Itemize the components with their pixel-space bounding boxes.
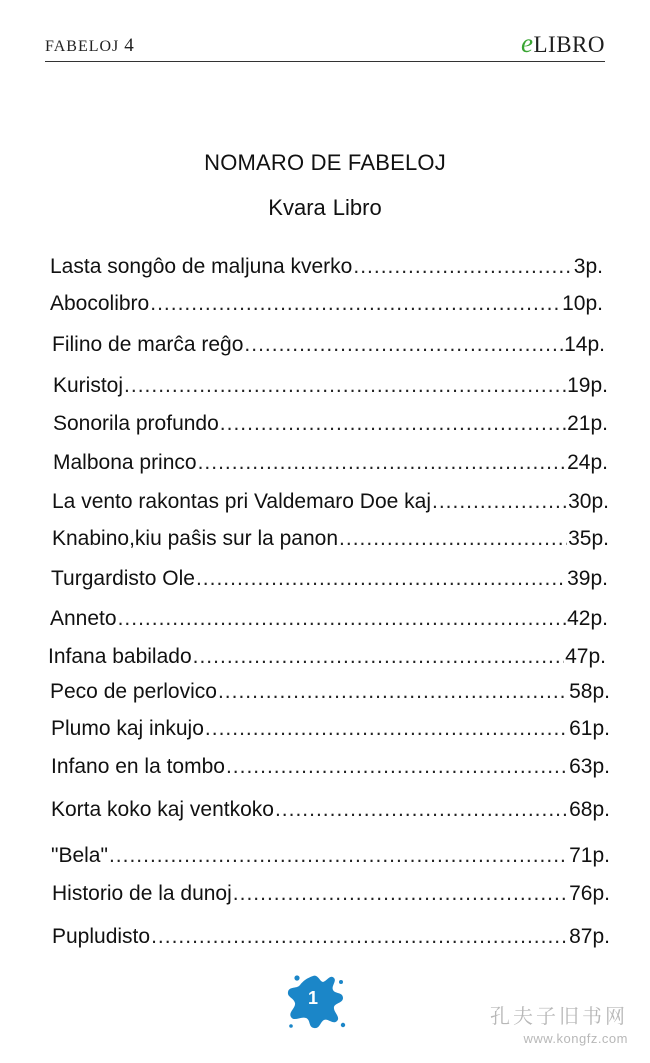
page-title: NOMARO DE FABELOJ — [204, 150, 446, 175]
subtitle-part-2: Libro — [332, 195, 382, 220]
toc-entry-title: La vento rakontas pri Valdemaro Doe kaj — [52, 490, 431, 513]
toc-entry[interactable] — [48, 644, 606, 670]
toc-entry[interactable] — [51, 843, 610, 869]
toc-entry[interactable] — [51, 754, 610, 780]
dot-leader — [198, 450, 567, 476]
toc-entry-title: Plumo kaj inkujo — [51, 717, 204, 740]
dot-leader — [233, 881, 568, 907]
toc-entry-title: Korta koko kaj ventkoko — [51, 798, 274, 821]
toc-entry[interactable] — [50, 291, 603, 317]
page-number-badge — [286, 970, 346, 1030]
toc-entry[interactable] — [53, 373, 608, 399]
toc-entry-page: 76p. — [569, 882, 610, 905]
toc-entry-page: 47p. — [565, 645, 606, 668]
toc-entry[interactable] — [52, 489, 609, 515]
toc-entry-title: Sonorila profundo — [53, 412, 219, 435]
dot-leader — [275, 797, 568, 823]
toc-entry[interactable] — [50, 679, 610, 705]
logo-text: LIBRO — [533, 32, 605, 57]
dot-leader — [244, 332, 563, 358]
toc-entry-title: Historio de la dunoj — [52, 882, 232, 905]
toc-entry[interactable] — [52, 332, 605, 358]
dot-leader — [339, 526, 567, 552]
dot-leader — [150, 291, 561, 317]
dot-leader — [193, 644, 564, 670]
toc-entry[interactable] — [52, 881, 610, 907]
toc-entry-page: 87p. — [569, 925, 610, 948]
series-label — [45, 35, 134, 57]
toc-entry-page: 3p. — [573, 255, 603, 278]
toc-entry-page: 71p. — [569, 844, 610, 867]
dot-leader — [151, 924, 568, 950]
toc-entry-page: 63p. — [569, 755, 610, 778]
toc-entry-title: Lasta songôo de maljuna kverko — [50, 255, 353, 278]
dot-leader — [220, 411, 566, 437]
toc-entry-page: 61p. — [569, 717, 610, 740]
toc-entry-title: "Bela" — [51, 844, 108, 867]
toc-entry-title: Turgardisto Ole — [51, 567, 195, 590]
toc-entry[interactable] — [52, 924, 610, 950]
toc-entry-title: Malbona princo — [53, 451, 197, 474]
toc-entry[interactable] — [50, 254, 603, 280]
toc-entry[interactable] — [51, 566, 608, 592]
toc-entry-page: 14p. — [564, 333, 605, 356]
watermark — [483, 1000, 628, 1046]
toc-entry-title: Filino de marĉa reĝo — [52, 333, 244, 356]
toc-entry-page: 58p. — [569, 680, 610, 703]
toc-entry-title: Pupludisto — [52, 925, 151, 948]
dot-leader — [226, 754, 568, 780]
dot-leader — [196, 566, 566, 592]
toc-entry[interactable] — [53, 411, 608, 437]
toc-entry-page: 30p. — [568, 490, 609, 513]
toc-entry-title: Infana babilado — [48, 645, 192, 668]
toc-entry-page: 39p. — [567, 567, 608, 590]
watermark-url: www.kongfz.com — [523, 1031, 628, 1046]
watermark-chinese: 孔夫子旧书网 — [490, 1004, 628, 1028]
toc-entry-page: 42p. — [567, 607, 608, 630]
toc-entry-title: Peco de perlovico — [50, 680, 217, 703]
dot-leader — [353, 254, 572, 280]
logo-e: e — [521, 28, 534, 58]
toc-entry-page: 21p. — [567, 412, 608, 435]
dot-leader — [205, 716, 568, 742]
toc-entry[interactable] — [51, 716, 610, 742]
dot-leader — [218, 679, 568, 705]
toc-entry-title: Infano en la tombo — [51, 755, 225, 778]
toc-entry-page: 68p. — [569, 798, 610, 821]
toc-entry-page: 10p. — [562, 292, 603, 315]
subtitle-part-1: Kvara — [268, 195, 326, 220]
series-name: FABELOJ — [45, 38, 120, 55]
page-number: 1 — [307, 988, 318, 1008]
toc-entry-title: Kuristoj — [53, 374, 124, 397]
toc-entry-title: Abocolibro — [50, 292, 150, 315]
dot-leader — [432, 489, 567, 515]
toc-entry[interactable] — [51, 797, 610, 823]
toc-entry-page: 19p. — [567, 374, 608, 397]
series-number: 4 — [124, 35, 134, 56]
toc-entry-title: Knabino,kiu paŝis sur la panon — [52, 527, 339, 550]
dot-leader — [118, 606, 567, 632]
dot-leader — [124, 373, 566, 399]
toc-entry-page: 24p. — [567, 451, 608, 474]
page-header — [45, 28, 605, 62]
elibro-logo — [521, 28, 605, 59]
toc-entry[interactable] — [52, 526, 609, 552]
page-subtitle — [0, 195, 650, 221]
toc-entry-title: Anneto — [50, 607, 117, 630]
toc-entry-page: 35p. — [568, 527, 609, 550]
dot-leader — [109, 843, 568, 869]
toc-entry[interactable] — [53, 450, 608, 476]
toc-entry[interactable] — [50, 606, 608, 632]
